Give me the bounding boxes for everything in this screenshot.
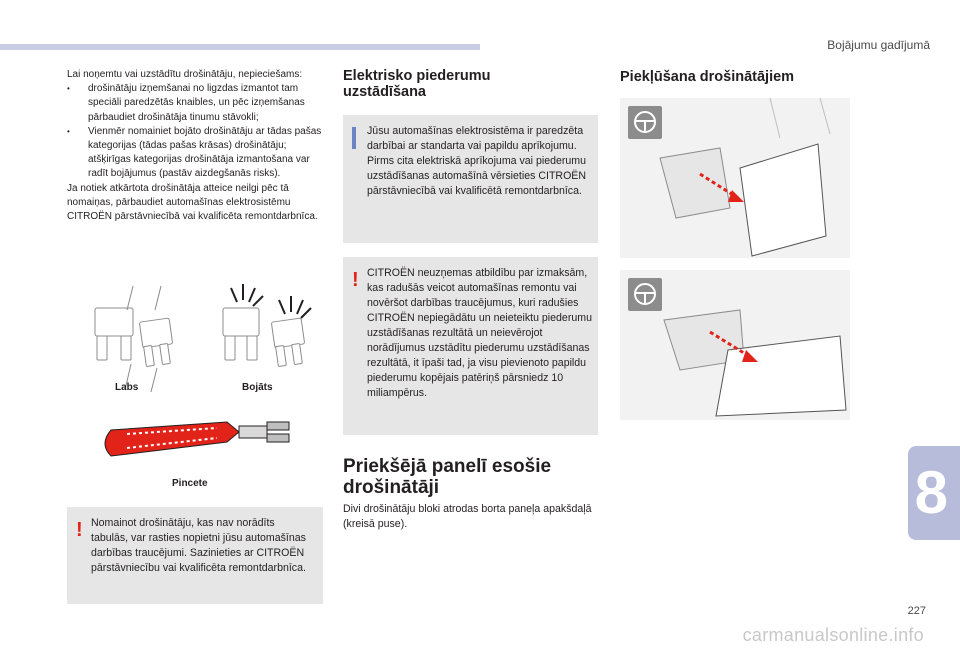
- steering-wheel-icon: [628, 278, 662, 311]
- chapter-title: Bojājumu gadījumā: [827, 38, 930, 52]
- warning-text: Nomainot drošinātāju, kas nav norādīts tabulās, var rasties nopietni jūsu automašīnas darbības traucējumi. Sazinieties ar CITROËN pārstāvniecību vai kvalificēta remontdarbnīca.: [91, 517, 306, 574]
- warning-text: CITROËN neuzņemas atbildību par izmaksām, kas radušās veicot automašīnas remontu vai novēršot darbības traucējumus, kuri radušies CITROËN nepiegādātu un neieteiktu piederumu uzstādīšanas rezultātā un neievērojot norādījumus uzstādītu piederumu uzstādīšanas rezultātā, it īpaši tad, ja visu pievienoto papildu piederumu kopējais patēriņš pārsniedz 10 miliampērus.: [367, 267, 592, 399]
- tweezers: [105, 422, 289, 456]
- fuse-access-heading: Piekļūšana drošinātājiem: [620, 69, 795, 85]
- front-panel-fuses-text: Divi drošinātāju bloki atrodas borta paneļa apakšdaļā (kreisā puse).: [343, 503, 592, 530]
- bullet-item: [67, 125, 323, 182]
- bad-fuse-label: Bojāts: [242, 382, 273, 393]
- bullet-text: Vienmēr nomainiet bojāto drošinātāju ar tādas pašas kategorijas (tādas pašas krāsas) drošinātāju; atšķirīgas kategorijas drošinātāja izmantošana var radīt bojājumus (pastāv aizdegšanās risks).: [88, 125, 322, 180]
- tweezers-label: Pincete: [172, 478, 208, 489]
- good-fuse-label: Labs: [115, 382, 139, 393]
- warning-box-accessories: [343, 257, 598, 435]
- intro-text: Lai noņemtu vai uzstādītu drošinātāju, nepieciešams:: [67, 69, 303, 80]
- steering-wheel-icon: [628, 106, 662, 139]
- fuse-access-photo-1: [620, 98, 850, 258]
- fuse-illustrations: [67, 280, 323, 510]
- warning-box-fuse: [67, 507, 323, 604]
- fuse-diagram: [67, 280, 323, 510]
- closing-text: Ja notiek atkārtota drošinātāja atteice neilgi pēc tā nomaiņas, pārbaudiet automašīnas elektrosistēmu CITROËN pārstāvniecībā vai kvalificēta remontdarbnīca.: [67, 182, 318, 223]
- bad-fuse-group: [223, 308, 305, 366]
- bullet-marker: •: [67, 84, 70, 94]
- bullet-marker: •: [67, 126, 70, 136]
- header-bar: [0, 44, 480, 50]
- info-icon: [352, 127, 356, 149]
- watermark: carmanualsonline.info: [742, 625, 924, 645]
- warning-icon: !: [76, 519, 83, 541]
- fuse-access-photo-2: [620, 270, 850, 420]
- bullet-text: drošinātāju izņemšanai no ligzdas izmantot tam speciāli paredzētās knaibles, un pēc izņemšanas pārbaudiet drošinātāja tinumu stāvokli;: [88, 83, 305, 123]
- chapter-number: 8: [914, 459, 948, 526]
- fuse-instructions: [67, 68, 323, 224]
- warning-icon: !: [352, 269, 359, 291]
- info-text: Jūsu automašīnas elektrosistēma ir paredzēta darbībai ar standarta vai papildu aprīkojumu. Pirms cita elektriskā aprīkojuma vai piederumu uzstādīšanas automašīnā vērsieties CITROËN pārstāvniecībā vai kvalificētā remontdarbnīca.: [367, 125, 587, 197]
- good-fuse-group: [95, 286, 173, 392]
- front-panel-fuses-heading: Priekšējā panelī esošie drošinātāji: [343, 456, 552, 498]
- accessories-heading: Elektrisko piederumu uzstādīšana: [343, 68, 491, 100]
- bullet-item: [67, 82, 323, 125]
- info-box: [343, 115, 598, 243]
- page-number: 227: [907, 605, 926, 617]
